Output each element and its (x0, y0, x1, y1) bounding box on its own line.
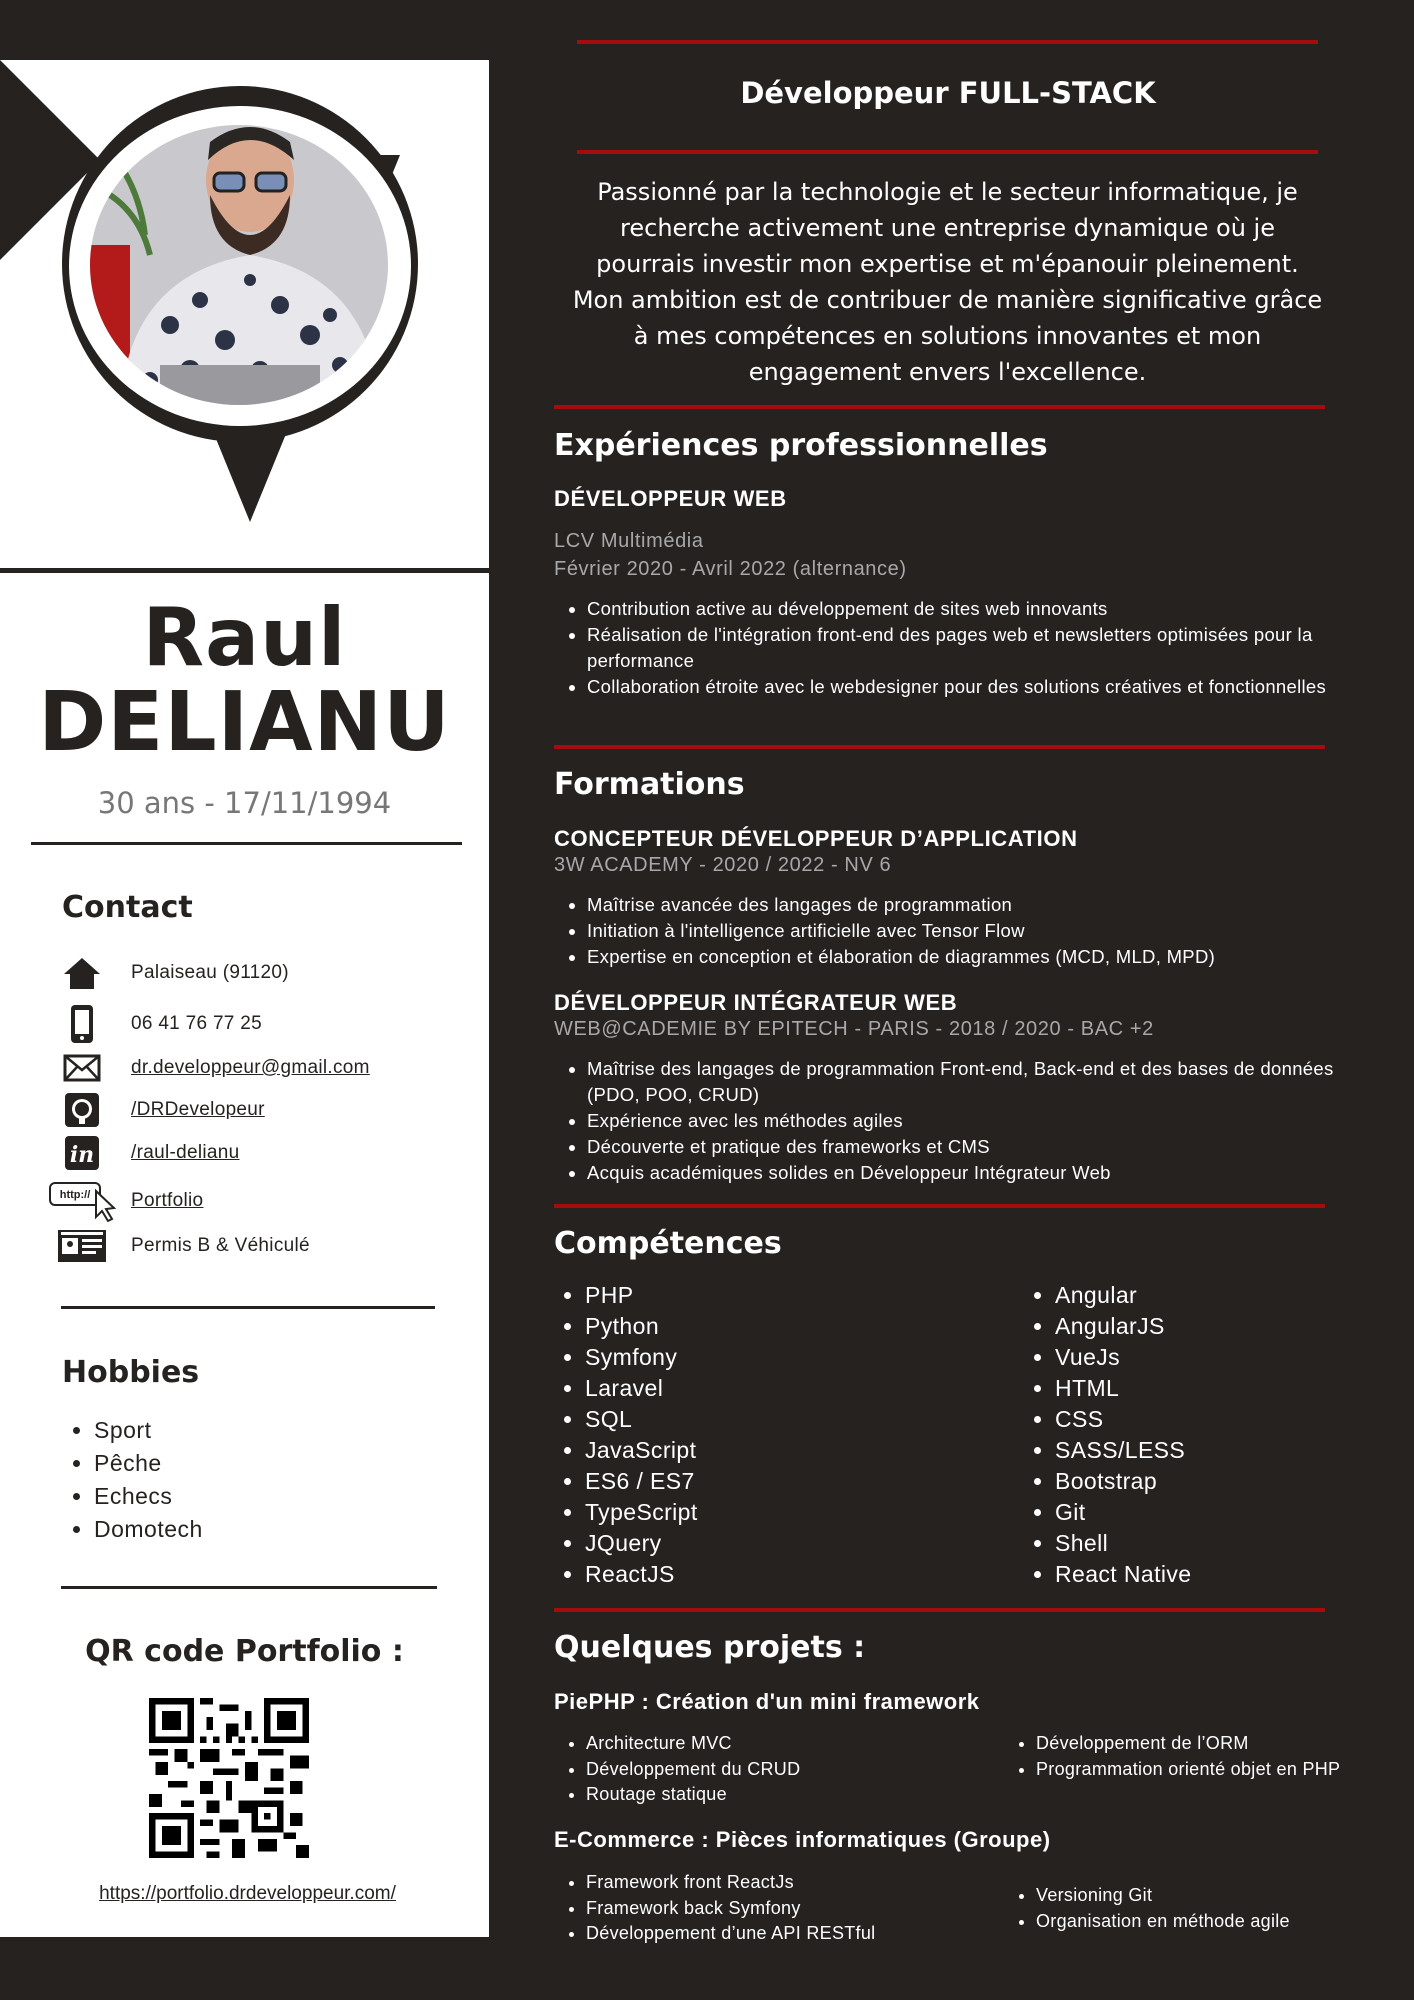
first-name: Raul (142, 591, 347, 684)
job-period: Février 2020 - Avril 2022 (alternance) (554, 558, 907, 580)
list-item: • VueJs (1055, 1342, 1355, 1373)
svg-text:in: in (69, 1142, 95, 1168)
list-item: • Développement du CRUD (586, 1757, 886, 1783)
list-item: • Angular (1055, 1280, 1355, 1311)
degree-title: DÉVELOPPEUR INTÉGRATEUR WEB (554, 990, 958, 1015)
project-list (1004, 1883, 1346, 1934)
project-list (554, 1870, 876, 1947)
profile-summary: Passionné par la technologie et le secteur informatique, je recherche activement une entreprise dynamique où je pourrais investir mon expertise et m'épanouir pleinement. Mon ambition est de contribuer de manière significative grâce à mes compétences en solutions innovantes et mon engagement envers l'excellence. (572, 178, 1323, 386)
job-company: LCV Multimédia (554, 530, 704, 552)
degree-meta: 3W ACADEMY - 2020 / 2022 - NV 6 (554, 854, 892, 876)
project-title: E-Commerce : Pièces informatiques (Groupe) (554, 1827, 1051, 1852)
hobbies-heading: Hobbies (62, 1355, 200, 1390)
list-item: • Bootstrap (1055, 1466, 1355, 1497)
list-item: • Pêche (94, 1447, 203, 1480)
projects-heading: Quelques projets : (554, 1630, 866, 1665)
list-item: • Versioning Git (1036, 1883, 1346, 1909)
hobbies-list (62, 1414, 203, 1546)
list-item: • Collaboration étroite avec le webdesigner pour des solutions créatives et fonctionnelles (587, 674, 1357, 700)
job-title: Développeur FULL-STACK (740, 76, 1156, 110)
list-item: • SQL (585, 1404, 1005, 1435)
list-item: • Python (585, 1311, 1005, 1342)
list-item: • PHP (585, 1280, 1005, 1311)
contact-portfolio[interactable] (56, 1181, 204, 1221)
title-rule-bottom (577, 150, 1318, 154)
list-item: • Acquis académiques solides en Développeur Intégrateur Web (587, 1160, 1357, 1186)
contact-address-text: Palaiseau (91120) (131, 962, 289, 983)
degree-meta: WEB@CADEMIE BY EPITECH - PARIS - 2018 / 2020 - BAC +2 (554, 1018, 1154, 1040)
list-item: • Initiation à l'intelligence artificielle avec Tensor Flow (587, 918, 1357, 944)
list-item: • SASS/LESS (1055, 1435, 1355, 1466)
section-divider (554, 1204, 1325, 1208)
list-item: • Réalisation de l'intégration front-end des pages web et newsletters optimisées pour la performance (587, 622, 1357, 674)
web-cursor-icon (56, 1181, 108, 1221)
qr-code[interactable] (149, 1698, 309, 1858)
list-item: • Domotech (94, 1513, 203, 1546)
list-item: • Programmation orienté objet en PHP (1036, 1757, 1346, 1783)
list-item: • Maîtrise des langages de programmation Front-end, Back-end et des bases de données (PDO, POO, CRUD) (587, 1056, 1357, 1108)
list-item: • Shell (1055, 1528, 1355, 1559)
list-item: • Echecs (94, 1480, 203, 1513)
qr-heading: QR code Portfolio : (85, 1634, 404, 1669)
degree-bullets (554, 892, 1357, 970)
job-bullets (554, 596, 1357, 700)
list-item: • JQuery (585, 1528, 1005, 1559)
list-item: • Découverte et pratique des frameworks et CMS (587, 1134, 1357, 1160)
education-heading: Formations (554, 767, 745, 802)
contact-email[interactable] (56, 1048, 370, 1088)
list-item: • Symfony (585, 1342, 1005, 1373)
degree-bullets (554, 1056, 1357, 1186)
list-item: • HTML (1055, 1373, 1355, 1404)
list-item: • CSS (1055, 1404, 1355, 1435)
contact-github-link[interactable]: /DRDevelopeur (131, 1099, 265, 1120)
list-item: • Expertise en conception et élaboration de diagrammes (MCD, MLD, MPD) (587, 944, 1357, 970)
project-list (1004, 1731, 1346, 1782)
contact-linkedin[interactable] (56, 1133, 240, 1173)
section-divider (554, 745, 1325, 749)
list-item: • ReactJS (585, 1559, 1005, 1590)
profile-photo (90, 125, 388, 405)
portfolio-url-link[interactable]: https://portfolio.drdeveloppeur.com/ (99, 1883, 396, 1904)
skills-list-2 (1024, 1280, 1355, 1590)
skills-heading: Compétences (554, 1226, 782, 1261)
contact-email-link[interactable]: dr.developpeur@gmail.com (131, 1057, 370, 1078)
list-item: • Framework back Symfony (586, 1896, 876, 1922)
list-item: • Architecture MVC (586, 1731, 886, 1757)
list-item: • JavaScript (585, 1435, 1005, 1466)
list-item: • Contribution active au développement de sites web innovants (587, 596, 1357, 622)
right-diagonal (355, 410, 489, 544)
home-icon (56, 953, 108, 993)
degree-title: CONCEPTEUR DÉVELOPPEUR D’APPLICATION (554, 826, 1078, 851)
divider (61, 1306, 435, 1309)
section-divider (554, 405, 1325, 409)
last-name: DELIANU (38, 675, 451, 770)
contact-license (56, 1226, 310, 1266)
svg-text:http://: http:// (59, 1189, 91, 1201)
list-item: • Maîtrise avancée des langages de programmation (587, 892, 1357, 918)
list-item: • ES6 / ES7 (585, 1466, 1005, 1497)
job-role: DÉVELOPPEUR WEB (554, 486, 787, 511)
divider (31, 842, 462, 845)
github-icon (56, 1090, 108, 1130)
list-item: • TypeScript (585, 1497, 1005, 1528)
contact-address (56, 953, 289, 993)
list-item: • Laravel (585, 1373, 1005, 1404)
phone-icon (56, 1004, 108, 1044)
contact-phone-text: 06 41 76 77 25 (131, 1013, 262, 1034)
list-item: • Expérience avec les méthodes agiles (587, 1108, 1357, 1134)
list-item: • Sport (94, 1414, 203, 1447)
contact-linkedin-link[interactable]: /raul-delianu (131, 1142, 240, 1163)
title-rule-top (577, 40, 1318, 44)
contact-heading: Contact (62, 890, 193, 925)
list-item: • Développement de l’ORM (1036, 1731, 1346, 1757)
mail-icon (56, 1048, 108, 1088)
list-item: • AngularJS (1055, 1311, 1355, 1342)
contact-phone (56, 1004, 262, 1044)
divider (61, 1586, 437, 1589)
linkedin-icon (56, 1133, 108, 1173)
contact-github[interactable] (56, 1090, 265, 1130)
list-item: • Git (1055, 1497, 1355, 1528)
contact-license-text: Permis B & Véhiculé (131, 1235, 310, 1256)
section-divider (554, 1608, 1325, 1612)
project-title: PiePHP : Création d'un mini framework (554, 1689, 980, 1714)
list-item: • Organisation en méthode agile (1036, 1909, 1346, 1935)
section-divider (0, 568, 489, 573)
license-card-icon (56, 1226, 108, 1266)
list-item: • Développement d’une API RESTful (586, 1921, 876, 1947)
list-item: • Routage statique (586, 1782, 886, 1808)
skills-list-1 (554, 1280, 1005, 1590)
list-item: • Framework front ReactJs (586, 1870, 876, 1896)
experience-heading: Expériences professionnelles (554, 428, 1048, 463)
age-birthdate: 30 ans - 17/11/1994 (97, 786, 392, 820)
list-item: • React Native (1055, 1559, 1355, 1590)
contact-portfolio-link[interactable]: Portfolio (131, 1190, 204, 1211)
project-list (554, 1731, 886, 1808)
